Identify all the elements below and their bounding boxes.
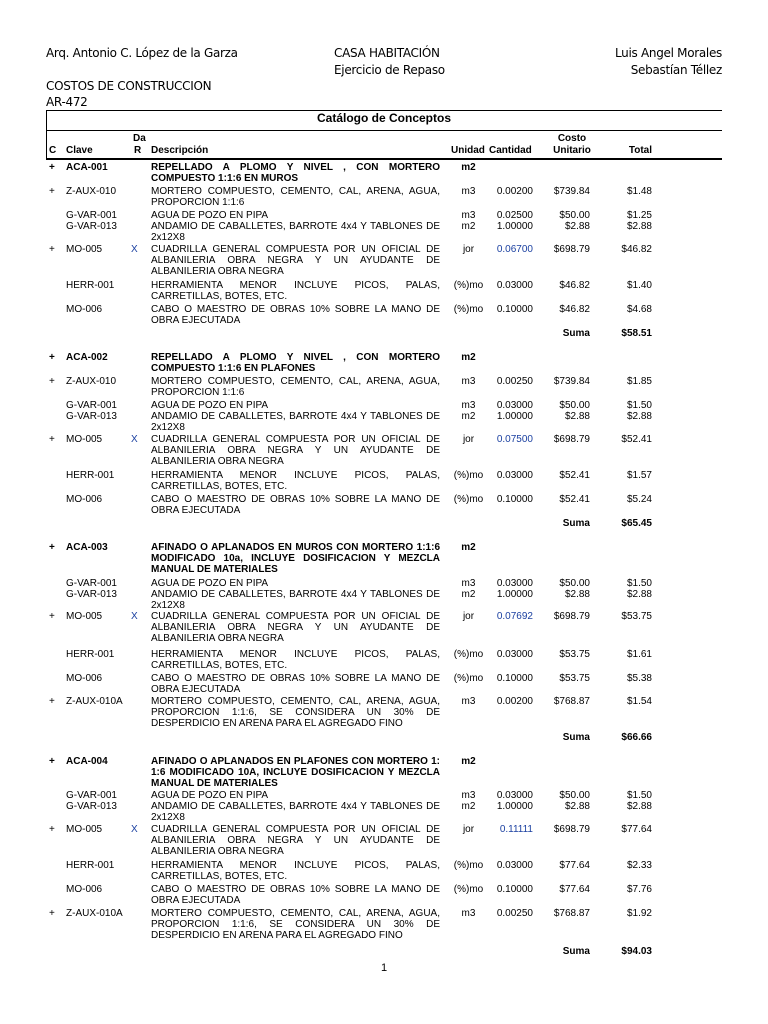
- quantity: 0.07692: [496, 611, 533, 622]
- unit-cost: $46.82: [559, 280, 590, 291]
- line-total: $1.40: [626, 280, 652, 291]
- quantity: 1.00000: [496, 801, 533, 812]
- unit-cost: $768.87: [553, 696, 590, 707]
- unit: (%)mo: [453, 494, 484, 505]
- sum-label: Suma: [562, 732, 590, 743]
- input-code: MO-005: [66, 434, 103, 445]
- input-description: CUADRILLA GENERAL COMPUESTA POR UN OFICIAL DE ALBANILERIA OBRA NEGRA Y UN AYUDANTE DE ALBANILERIA OBRA NEGRA: [151, 434, 440, 468]
- sum-label: Suma: [562, 518, 590, 529]
- dr-marker: X: [131, 611, 138, 622]
- unit: m2: [461, 221, 476, 232]
- concept-description: REPELLADO A PLOMO Y NIVEL , CON MORTERO COMPUESTO 1:1:6 EN PLAFONES: [151, 352, 440, 375]
- student-name-2: Sebastían Téllez: [630, 63, 722, 77]
- unit: jor: [462, 244, 475, 255]
- unit-cost: $52.41: [559, 494, 590, 505]
- unit: m2: [461, 801, 476, 812]
- unit-cost: $739.84: [553, 376, 590, 387]
- unit: m3: [461, 578, 476, 589]
- row-plus-marker: +: [49, 162, 55, 173]
- quantity: 0.03000: [496, 790, 533, 801]
- quantity: 0.02500: [496, 210, 533, 221]
- input-code: G-VAR-013: [66, 801, 117, 812]
- line-total: $2.88: [626, 801, 652, 812]
- concept-description: AFINADO O APLANADOS EN MUROS CON MORTERO 1:1:6 MODIFICADO 10a, INCLUYE DOSIFICACION Y MEZCLA MANUAL DE MATERIALES: [151, 542, 440, 576]
- line-total: $1.25: [626, 210, 652, 221]
- quantity: 1.00000: [496, 411, 533, 422]
- unit-cost: $46.82: [559, 304, 590, 315]
- quantity: 0.03000: [496, 649, 533, 660]
- quantity: 0.03000: [496, 860, 533, 871]
- line-total: $1.48: [626, 186, 652, 197]
- unit-cost: $77.64: [559, 884, 590, 895]
- unit-cost: $52.41: [559, 470, 590, 481]
- unit: m3: [461, 186, 476, 197]
- student-name-1: Luis Angel Morales: [615, 46, 722, 60]
- input-description: AGUA DE POZO EN PIPA: [151, 578, 269, 589]
- input-description: HERRAMIENTA MENOR INCLUYE PICOS, PALAS, CARRETILLAS, BOTES, ETC.: [151, 649, 440, 672]
- row-plus-marker: +: [49, 611, 55, 622]
- input-description: CABO O MAESTRO DE OBRAS 10% SOBRE LA MANO DE OBRA EJECUTADA: [151, 304, 440, 327]
- input-code: MO-005: [66, 824, 103, 835]
- input-code: G-VAR-013: [66, 411, 117, 422]
- quantity: 0.03000: [496, 280, 533, 291]
- line-total: $4.68: [626, 304, 652, 315]
- col-header-clave: Clave: [66, 145, 93, 156]
- unit-cost: $50.00: [559, 790, 590, 801]
- dr-marker: X: [131, 244, 138, 255]
- unit: (%)mo: [453, 280, 484, 291]
- quantity: 0.10000: [496, 494, 533, 505]
- input-code: MO-006: [66, 884, 103, 895]
- quantity: 0.10000: [496, 304, 533, 315]
- unit: m3: [461, 400, 476, 411]
- concept-description: AFINADO O APLANADOS EN PLAFONES CON MORTERO 1: 1:6 MODIFICADO 10A, INCLUYE DOSIFICACION Y MEZCLA MANUAL DE MATERIALES: [151, 756, 440, 790]
- row-plus-marker: +: [49, 434, 55, 445]
- input-description: AGUA DE POZO EN PIPA: [151, 790, 269, 801]
- col-header-descripcion: Descripción: [151, 145, 209, 156]
- row-plus-marker: +: [49, 186, 55, 197]
- line-total: $2.88: [626, 411, 652, 422]
- unit-cost: $698.79: [553, 244, 590, 255]
- course-code: AR-472: [46, 95, 88, 109]
- quantity: 0.11111: [499, 824, 533, 835]
- line-total: $1.85: [626, 376, 652, 387]
- unit-cost: $50.00: [559, 578, 590, 589]
- line-total: $1.61: [626, 649, 652, 660]
- concept-code: ACA-004: [66, 756, 108, 767]
- unit: m2: [461, 542, 476, 553]
- unit: m2: [461, 589, 476, 600]
- input-code: HERR-001: [66, 280, 115, 291]
- unit: m2: [461, 162, 476, 173]
- unit: m3: [461, 908, 476, 919]
- unit: m2: [461, 756, 476, 767]
- quantity: 0.03000: [496, 470, 533, 481]
- quantity: 0.07500: [496, 434, 533, 445]
- sum-label: Suma: [562, 328, 590, 339]
- line-total: $5.38: [626, 673, 652, 684]
- unit: m3: [461, 790, 476, 801]
- sum-label: Suma: [562, 946, 590, 957]
- unit-cost: $2.88: [564, 221, 590, 232]
- input-code: HERR-001: [66, 860, 115, 871]
- row-plus-marker: +: [49, 908, 55, 919]
- line-total: $1.50: [626, 578, 652, 589]
- concept-code: ACA-002: [66, 352, 108, 363]
- input-code: MO-005: [66, 611, 103, 622]
- exercise-title: Ejercicio de Repaso: [334, 63, 445, 77]
- col-header-unidad: Unidad: [451, 145, 485, 156]
- unit: m3: [461, 210, 476, 221]
- header-bottom-rule: [46, 158, 722, 160]
- unit-cost: $53.75: [559, 649, 590, 660]
- unit: m3: [461, 376, 476, 387]
- catalog-title: Catálogo de Conceptos: [316, 111, 451, 125]
- unit: m3: [461, 696, 476, 707]
- unit-cost: $698.79: [553, 434, 590, 445]
- quantity: 0.00250: [496, 908, 533, 919]
- input-description: CABO O MAESTRO DE OBRAS 10% SOBRE LA MANO DE OBRA EJECUTADA: [151, 494, 440, 517]
- quantity: 0.03000: [496, 400, 533, 411]
- unit: (%)mo: [453, 470, 484, 481]
- line-total: $1.50: [626, 790, 652, 801]
- input-description: AGUA DE POZO EN PIPA: [151, 210, 269, 221]
- input-code: G-VAR-013: [66, 589, 117, 600]
- unit-cost: $768.87: [553, 908, 590, 919]
- sum-total: $66.66: [621, 732, 652, 743]
- concept-code: ACA-003: [66, 542, 108, 553]
- unit: jor: [462, 434, 475, 445]
- input-description: HERRAMIENTA MENOR INCLUYE PICOS, PALAS, CARRETILLAS, BOTES, ETC.: [151, 280, 440, 303]
- input-code: MO-006: [66, 304, 103, 315]
- input-description: CUADRILLA GENERAL COMPUESTA POR UN OFICIAL DE ALBANILERIA OBRA NEGRA Y UN AYUDANTE DE ALBANILERIA OBRA NEGRA: [151, 244, 440, 278]
- line-total: $7.76: [626, 884, 652, 895]
- input-description: HERRAMIENTA MENOR INCLUYE PICOS, PALAS, CARRETILLAS, BOTES, ETC.: [151, 470, 440, 493]
- unit-cost: $53.75: [559, 673, 590, 684]
- course-name: COSTOS DE CONSTRUCCION: [46, 79, 212, 93]
- col-header-c: C: [49, 145, 57, 156]
- quantity: 0.10000: [496, 673, 533, 684]
- input-description: MORTERO COMPUESTO, CEMENTO, CAL, ARENA, AGUA, PROPORCION 1:1:6: [151, 186, 440, 209]
- line-total: $53.75: [621, 611, 652, 622]
- input-description: MORTERO COMPUESTO, CEMENTO, CAL, ARENA, AGUA, PROPORCION 1:1:6: [151, 376, 440, 399]
- input-code: HERR-001: [66, 470, 115, 481]
- unit-cost: $2.88: [564, 801, 590, 812]
- quantity: 0.10000: [496, 884, 533, 895]
- input-description: MORTERO COMPUESTO, CEMENTO, CAL, ARENA, AGUA, PROPORCION 1:1:6, SE CONSIDERA UN 30% DE DESPERDICIO EN ARENA PARA EL AGREGADO FINO: [151, 696, 440, 730]
- line-total: $2.33: [626, 860, 652, 871]
- row-plus-marker: +: [49, 824, 55, 835]
- sum-total: $94.03: [621, 946, 652, 957]
- input-code: G-VAR-001: [66, 790, 117, 801]
- unit-cost: $698.79: [553, 611, 590, 622]
- line-total: $46.82: [621, 244, 652, 255]
- col-header-dr-top: Da: [133, 133, 146, 144]
- input-description: ANDAMIO DE CABALLETES, BARROTE 4x4 Y TABLONES DE 2x12X8: [151, 801, 440, 824]
- quantity: 0.00200: [496, 696, 533, 707]
- input-description: MORTERO COMPUESTO, CEMENTO, CAL, ARENA, AGUA, PROPORCION 1:1:6, SE CONSIDERA UN 30% DE DESPERDICIO EN ARENA PARA EL AGREGADO FINO: [151, 908, 440, 942]
- input-code: Z-AUX-010: [66, 376, 117, 387]
- project-title: CASA HABITACIÓN: [334, 46, 440, 60]
- unit: (%)mo: [453, 884, 484, 895]
- quantity: 1.00000: [496, 589, 533, 600]
- input-code: G-VAR-001: [66, 210, 117, 221]
- unit-cost: $739.84: [553, 186, 590, 197]
- input-code: G-VAR-001: [66, 578, 117, 589]
- unit: jor: [462, 824, 475, 835]
- input-code: Z-AUX-010A: [66, 696, 123, 707]
- author-name: Arq. Antonio C. López de la Garza: [46, 46, 238, 60]
- line-total: $52.41: [621, 434, 652, 445]
- unit: (%)mo: [453, 649, 484, 660]
- input-code: MO-005: [66, 244, 103, 255]
- unit: jor: [462, 611, 475, 622]
- input-code: MO-006: [66, 494, 103, 505]
- input-description: CUADRILLA GENERAL COMPUESTA POR UN OFICIAL DE ALBANILERIA OBRA NEGRA Y UN AYUDANTE DE ALBANILERIA OBRA NEGRA: [151, 611, 440, 645]
- row-plus-marker: +: [49, 696, 55, 707]
- quantity: 0.00200: [496, 186, 533, 197]
- unit: (%)mo: [453, 860, 484, 871]
- sum-total: $58.51: [621, 328, 652, 339]
- input-description: CABO O MAESTRO DE OBRAS 10% SOBRE LA MANO DE OBRA EJECUTADA: [151, 884, 440, 907]
- row-plus-marker: +: [49, 756, 55, 767]
- row-plus-marker: +: [49, 376, 55, 387]
- unit-cost: $77.64: [559, 860, 590, 871]
- input-code: G-VAR-013: [66, 221, 117, 232]
- col-header-cantidad: Cantidad: [489, 145, 532, 156]
- input-description: CABO O MAESTRO DE OBRAS 10% SOBRE LA MANO DE OBRA EJECUTADA: [151, 673, 440, 696]
- line-total: $5.24: [626, 494, 652, 505]
- input-code: G-VAR-001: [66, 400, 117, 411]
- unit: m2: [461, 352, 476, 363]
- row-plus-marker: +: [49, 352, 55, 363]
- quantity: 0.06700: [496, 244, 533, 255]
- unit: m2: [461, 411, 476, 422]
- quantity: 0.00250: [496, 376, 533, 387]
- line-total: $1.54: [626, 696, 652, 707]
- input-description: ANDAMIO DE CABALLETES, BARROTE 4x4 Y TABLONES DE 2x12X8: [151, 589, 440, 612]
- dr-marker: X: [131, 824, 138, 835]
- unit-cost: $698.79: [553, 824, 590, 835]
- sum-total: $65.45: [621, 518, 652, 529]
- col-header-unitario: Unitario: [553, 145, 591, 156]
- title-rule: [46, 130, 722, 131]
- concept-code: ACA-001: [66, 162, 108, 173]
- input-code: Z-AUX-010A: [66, 908, 123, 919]
- input-description: ANDAMIO DE CABALLETES, BARROTE 4x4 Y TABLONES DE 2x12X8: [151, 221, 440, 244]
- unit-cost: $50.00: [559, 400, 590, 411]
- input-code: Z-AUX-010: [66, 186, 117, 197]
- line-total: $77.64: [621, 824, 652, 835]
- line-total: $1.57: [626, 470, 652, 481]
- line-total: $2.88: [626, 221, 652, 232]
- line-total: $2.88: [626, 589, 652, 600]
- unit-cost: $2.88: [564, 411, 590, 422]
- line-total: $1.92: [626, 908, 652, 919]
- row-plus-marker: +: [49, 244, 55, 255]
- input-description: HERRAMIENTA MENOR INCLUYE PICOS, PALAS, CARRETILLAS, BOTES, ETC.: [151, 860, 440, 883]
- input-description: ANDAMIO DE CABALLETES, BARROTE 4x4 Y TABLONES DE 2x12X8: [151, 411, 440, 434]
- input-code: MO-006: [66, 673, 103, 684]
- unit: (%)mo: [453, 673, 484, 684]
- page-number: 1: [380, 962, 388, 974]
- col-header-costo: Costo: [557, 133, 587, 144]
- unit: (%)mo: [453, 304, 484, 315]
- line-total: $1.50: [626, 400, 652, 411]
- unit-cost: $50.00: [559, 210, 590, 221]
- unit-cost: $2.88: [564, 589, 590, 600]
- input-description: CUADRILLA GENERAL COMPUESTA POR UN OFICIAL DE ALBANILERIA OBRA NEGRA Y UN AYUDANTE DE ALBANILERIA OBRA NEGRA: [151, 824, 440, 858]
- col-header-total: Total: [628, 145, 652, 156]
- quantity: 0.03000: [496, 578, 533, 589]
- dr-marker: X: [131, 434, 138, 445]
- concept-description: REPELLADO A PLOMO Y NIVEL , CON MORTERO COMPUESTO 1:1:6 EN MUROS: [151, 162, 440, 185]
- col-header-dr-bottom: R: [134, 145, 142, 156]
- input-code: HERR-001: [66, 649, 115, 660]
- quantity: 1.00000: [496, 221, 533, 232]
- row-plus-marker: +: [49, 542, 55, 553]
- input-description: AGUA DE POZO EN PIPA: [151, 400, 269, 411]
